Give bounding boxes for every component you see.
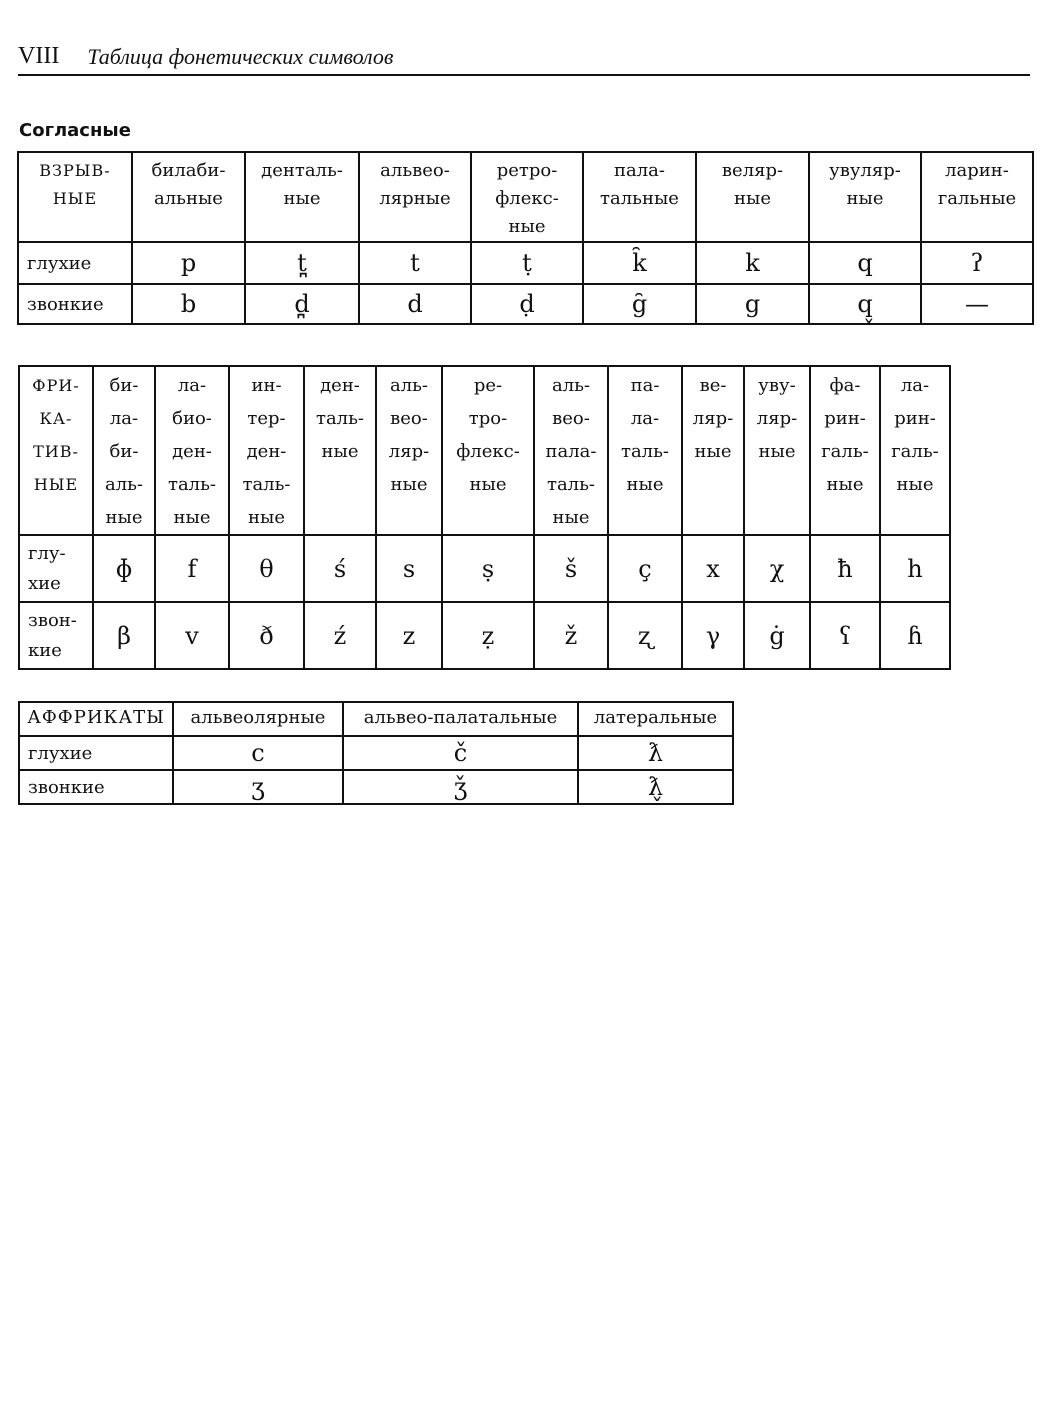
affricates-corner-label: АФФРИКАТЫ <box>19 702 173 736</box>
column-header: денталь- ные <box>245 152 359 242</box>
column-header: би- ла- би- аль- ные <box>93 366 155 535</box>
row-label: глу- хие <box>19 535 93 602</box>
symbol-cell: ʔ <box>921 242 1033 284</box>
symbol-cell: ź <box>304 602 376 669</box>
symbol-cell: x <box>682 535 744 602</box>
column-header: альвео- лярные <box>359 152 471 242</box>
symbol-cell: g <box>696 284 809 324</box>
symbol-cell: c <box>173 736 343 770</box>
symbol-cell: g̑ <box>583 284 696 324</box>
symbol-cell: β <box>93 602 155 669</box>
symbol-cell: ƛ <box>578 736 733 770</box>
symbol-cell: ɸ <box>93 535 155 602</box>
symbol-cell: γ <box>682 602 744 669</box>
symbol-cell: χ <box>744 535 810 602</box>
symbol-cell: d̪ <box>245 284 359 324</box>
symbol-cell: θ <box>229 535 304 602</box>
column-header: пала- тальные <box>583 152 696 242</box>
column-header: ре- тро- флекс- ные <box>442 366 534 535</box>
symbol-cell: ṣ <box>442 535 534 602</box>
symbol-cell: b <box>132 284 245 324</box>
symbol-cell: p <box>132 242 245 284</box>
symbol-cell: ġ <box>744 602 810 669</box>
symbol-cell: q̬ <box>809 284 921 324</box>
column-header: аль- вео- ляр- ные <box>376 366 442 535</box>
column-header: ла- био- ден- таль- ные <box>155 366 229 535</box>
symbol-cell: ž <box>534 602 608 669</box>
column-header: уву- ляр- ные <box>744 366 810 535</box>
column-header: увуляр- ные <box>809 152 921 242</box>
plosives-corner-label: ВЗРЫВ- НЫЕ <box>18 152 132 242</box>
column-header: ден- таль- ные <box>304 366 376 535</box>
row-label: звон- кие <box>19 602 93 669</box>
page-title: Таблица фонетических символов <box>87 44 394 69</box>
symbol-cell: ƛ̬ <box>578 770 733 804</box>
symbol-cell: v <box>155 602 229 669</box>
column-header: веляр- ные <box>696 152 809 242</box>
symbol-cell: č <box>343 736 578 770</box>
symbol-cell: ħ <box>810 535 880 602</box>
row-label: глухие <box>19 736 173 770</box>
column-header: аль- вео- пала- таль- ные <box>534 366 608 535</box>
symbol-cell: ç <box>608 535 682 602</box>
symbol-cell: h <box>880 535 950 602</box>
affricates-table <box>18 701 734 805</box>
column-header: ин- тер- ден- таль- ные <box>229 366 304 535</box>
symbol-cell: ḍ <box>471 284 583 324</box>
symbol-cell: k <box>696 242 809 284</box>
symbol-cell: — <box>921 284 1033 324</box>
symbol-cell: t̪ <box>245 242 359 284</box>
fricatives-corner-label: ФРИ- КА- ТИВ- НЫЕ <box>19 366 93 535</box>
row-label: глухие <box>18 242 132 284</box>
symbol-cell: q <box>809 242 921 284</box>
symbol-cell: t <box>359 242 471 284</box>
column-header: фа- рин- галь- ные <box>810 366 880 535</box>
plosives-table <box>17 151 1034 325</box>
symbol-cell: ẓ <box>442 602 534 669</box>
column-header: латеральные <box>578 702 733 736</box>
symbol-cell: š <box>534 535 608 602</box>
symbol-cell: ǯ <box>343 770 578 804</box>
symbol-cell: f <box>155 535 229 602</box>
row-label: звонкие <box>19 770 173 804</box>
column-header: па- ла- таль- ные <box>608 366 682 535</box>
symbol-cell: z <box>376 602 442 669</box>
page-number: VIII <box>18 43 60 69</box>
symbol-cell: ʐ <box>608 602 682 669</box>
symbol-cell: ṭ <box>471 242 583 284</box>
symbol-cell: s <box>376 535 442 602</box>
column-header: ларин- гальные <box>921 152 1033 242</box>
symbol-cell: ɦ <box>880 602 950 669</box>
column-header: ла- рин- галь- ные <box>880 366 950 535</box>
symbol-cell: k̑ <box>583 242 696 284</box>
symbol-cell: ś <box>304 535 376 602</box>
column-header: ве- ляр- ные <box>682 366 744 535</box>
fricatives-table <box>18 365 951 670</box>
symbol-cell: ʒ <box>173 770 343 804</box>
symbol-cell: d <box>359 284 471 324</box>
column-header: ретро- флекс- ные <box>471 152 583 242</box>
symbol-cell: ð <box>229 602 304 669</box>
section-title: Согласные <box>19 120 131 141</box>
page-header <box>18 38 1030 76</box>
column-header: билаби- альные <box>132 152 245 242</box>
symbol-cell: ʕ <box>810 602 880 669</box>
column-header: альвео-палатальные <box>343 702 578 736</box>
row-label: звонкие <box>18 284 132 324</box>
column-header: альвеолярные <box>173 702 343 736</box>
